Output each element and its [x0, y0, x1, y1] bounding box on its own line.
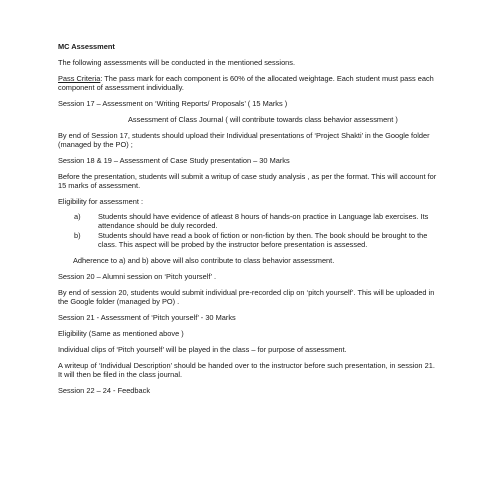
list-marker: b)	[74, 231, 81, 240]
intro-paragraph: The following assessments will be conducted in the mentioned sessions.	[58, 58, 296, 67]
list-marker: a)	[74, 212, 81, 221]
pass-criteria-label: Pass Criteria	[58, 74, 101, 83]
list-item-text: Students should have evidence of atleast 8 hours of hands-on practice in Language lab exercises. Its attendance should be duly recorded.	[98, 212, 429, 230]
session21-eligibility: Eligibility (Same as mentioned above )	[58, 329, 184, 338]
session17-body: By end of Session 17, students should upload their Individual presentations of ‘Project Shakti’ in the Google folder (managed by the PO) ;	[58, 131, 430, 149]
pass-criteria-text: : The pass mark for each component is 60% of the allocated weightage. Each student must pass each component of assessment individually.	[58, 74, 434, 92]
session20-title: Session 20 – Alumni session on ‘Pitch yourself’ .	[58, 272, 217, 281]
session20-body: By end of session 20, students would submit individual pre-recorded clip on ‘pitch yourself’. This will be uploaded in the Google folder (managed by PO) .	[58, 288, 435, 306]
document-heading: MC Assessment	[58, 42, 115, 51]
session18-19-body: Before the presentation, students will submit a writup of case study analysis , as per the format. This will account for 15 marks of assessment.	[58, 172, 437, 190]
session22-24-title: Session 22 – 24 - Feedback	[58, 386, 151, 395]
session21-writeup: A writeup of ‘Individual Description’ should be handed over to the instructor before such presentation, in session 21. It will then be filed in the class journal.	[58, 361, 435, 379]
session21-title: Session 21 - Assessment of ‘Pitch yourself’ - 30 Marks	[58, 313, 236, 322]
list-item	[74, 212, 440, 230]
eligibility-label: Eligibility for assessment :	[58, 197, 144, 206]
list-item	[74, 231, 440, 249]
adherence-paragraph: Adherence to a) and b) above will also contribute to class behavior assessment.	[73, 256, 335, 265]
list-item-text: Students should have read a book of fiction or non-fiction by then. The book should be brought to the class. This aspect will be probed by the instructor before presentation is assessed.	[98, 231, 428, 249]
pass-criteria-paragraph	[58, 74, 440, 92]
session18-19-title: Session 18 & 19 – Assessment of Case Study presentation – 30 Marks	[58, 156, 290, 165]
eligibility-list	[58, 212, 440, 249]
session17-title: Session 17 – Assessment on ‘Writing Reports/ Proposals’ ( 15 Marks )	[58, 99, 288, 108]
session17-journal: Assessment of Class Journal ( will contribute towards class behavior assessment )	[128, 115, 398, 124]
session21-clips: Individual clips of ‘Pitch yourself’ will be played in the class – for purpose of assessment.	[58, 345, 347, 354]
